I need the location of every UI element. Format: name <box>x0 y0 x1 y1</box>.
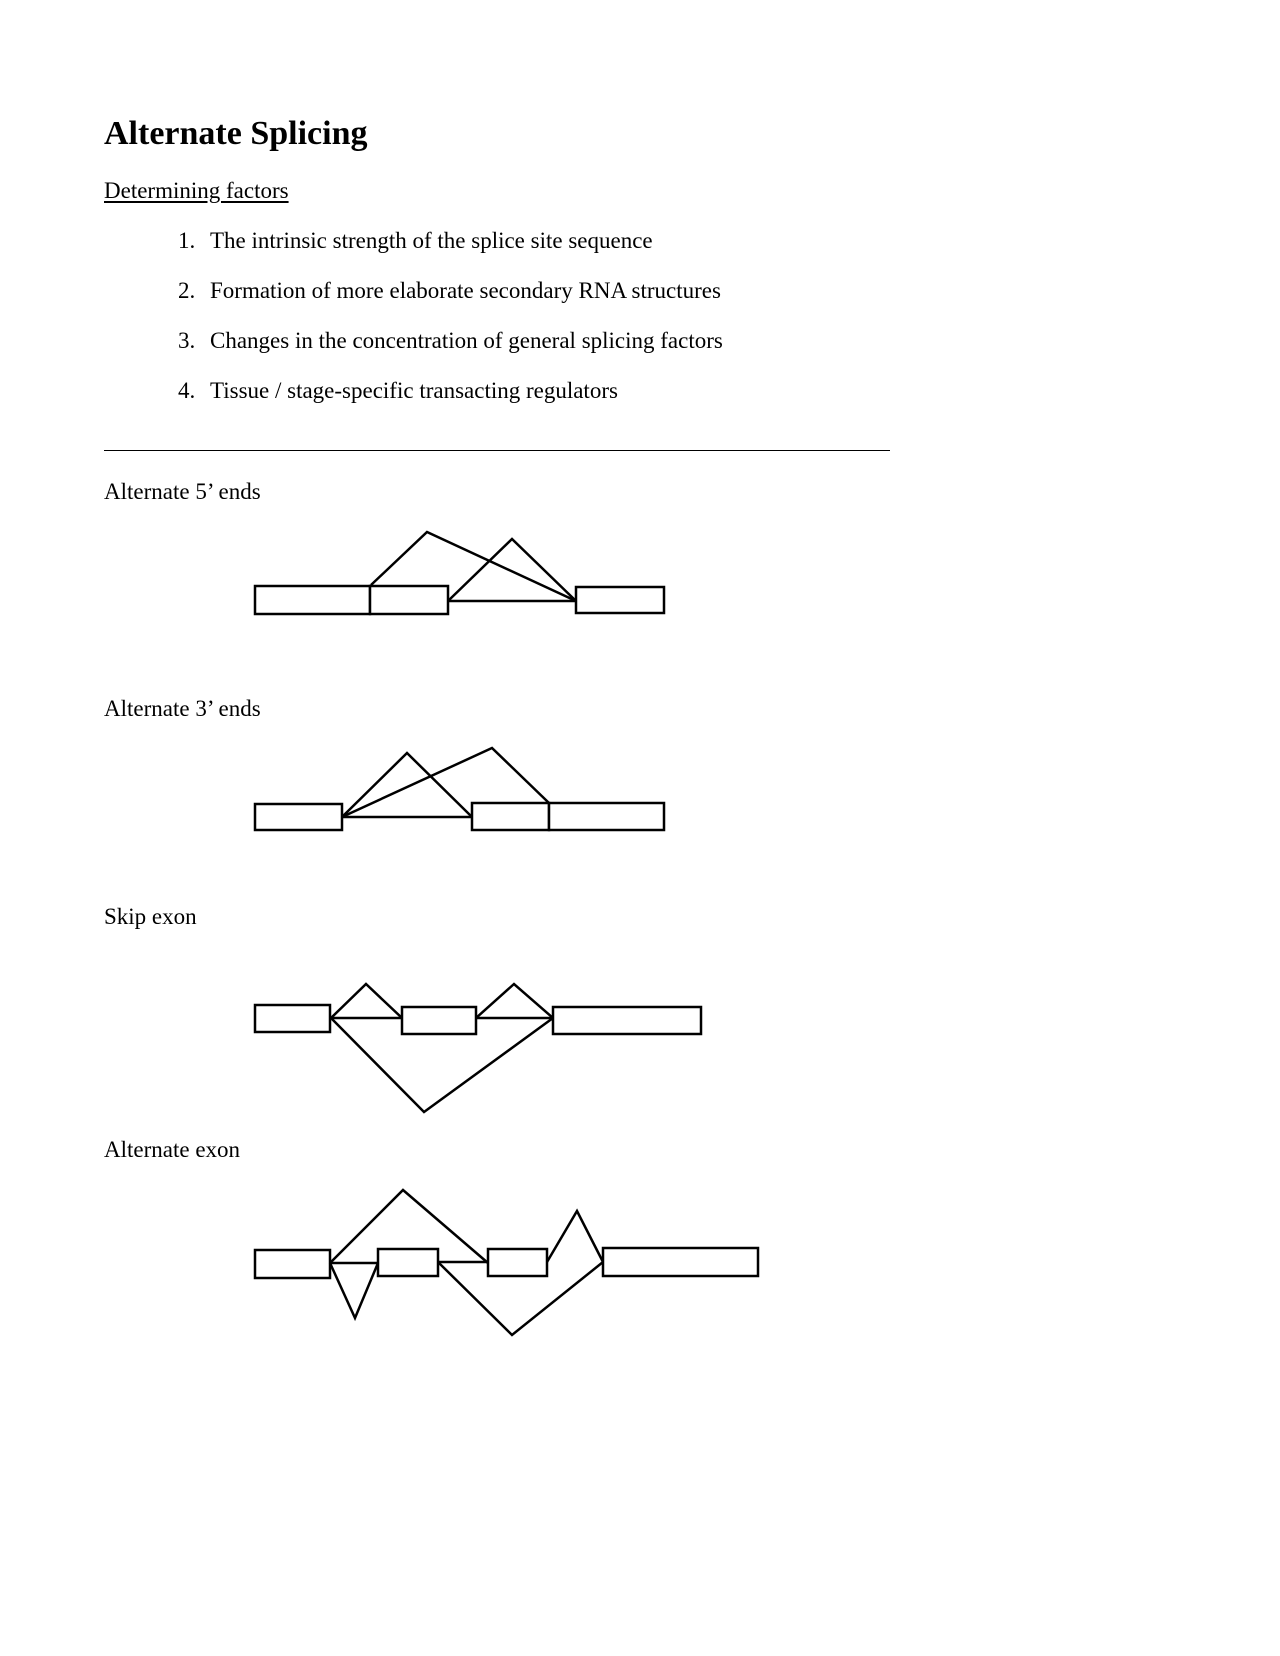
section-label-alternate-exon: Alternate exon <box>104 1137 241 1162</box>
exon-box <box>370 586 448 614</box>
determining-factors-heading: Determining factors <box>104 178 289 203</box>
exon-box <box>255 1005 330 1032</box>
exon-box <box>603 1248 758 1276</box>
splice-junction-line <box>547 1211 603 1262</box>
splice-junction-line <box>331 984 402 1018</box>
exon-box <box>255 1250 330 1278</box>
list-item-number: 1. <box>178 228 196 253</box>
list-item-text: Tissue / stage-specific transacting regulators <box>210 378 618 403</box>
list-item-number: 2. <box>178 278 196 303</box>
exon-box <box>402 1007 476 1034</box>
list-item-number: 4. <box>178 378 196 403</box>
section-label-alternate-5-ends: Alternate 5’ ends <box>104 479 261 504</box>
list-item-text: Formation of more elaborate secondary RNA structures <box>210 278 721 303</box>
section-label-alternate-3-ends: Alternate 3’ ends <box>104 696 261 721</box>
exon-box <box>488 1249 547 1276</box>
alternate-5-ends-diagram <box>255 532 664 614</box>
page-title: Alternate Splicing <box>104 115 368 152</box>
list-item-number: 3. <box>178 328 196 353</box>
exon-box <box>472 803 549 830</box>
splice-junction-line <box>476 984 553 1018</box>
alternate-3-ends-diagram <box>255 748 664 830</box>
exon-box <box>576 587 664 613</box>
alternate-exon-diagram <box>255 1190 758 1335</box>
splice-junction-line <box>330 1263 378 1318</box>
exon-box <box>378 1249 438 1276</box>
exon-box <box>553 1007 701 1034</box>
exon-box <box>549 803 664 830</box>
exon-box <box>255 586 370 614</box>
section-label-skip-exon: Skip exon <box>104 904 197 929</box>
exon-box <box>255 804 342 830</box>
list-item-text: Changes in the concentration of general splicing factors <box>210 328 723 353</box>
skip-exon-diagram <box>255 984 701 1112</box>
list-item-text: The intrinsic strength of the splice site sequence <box>210 228 653 253</box>
